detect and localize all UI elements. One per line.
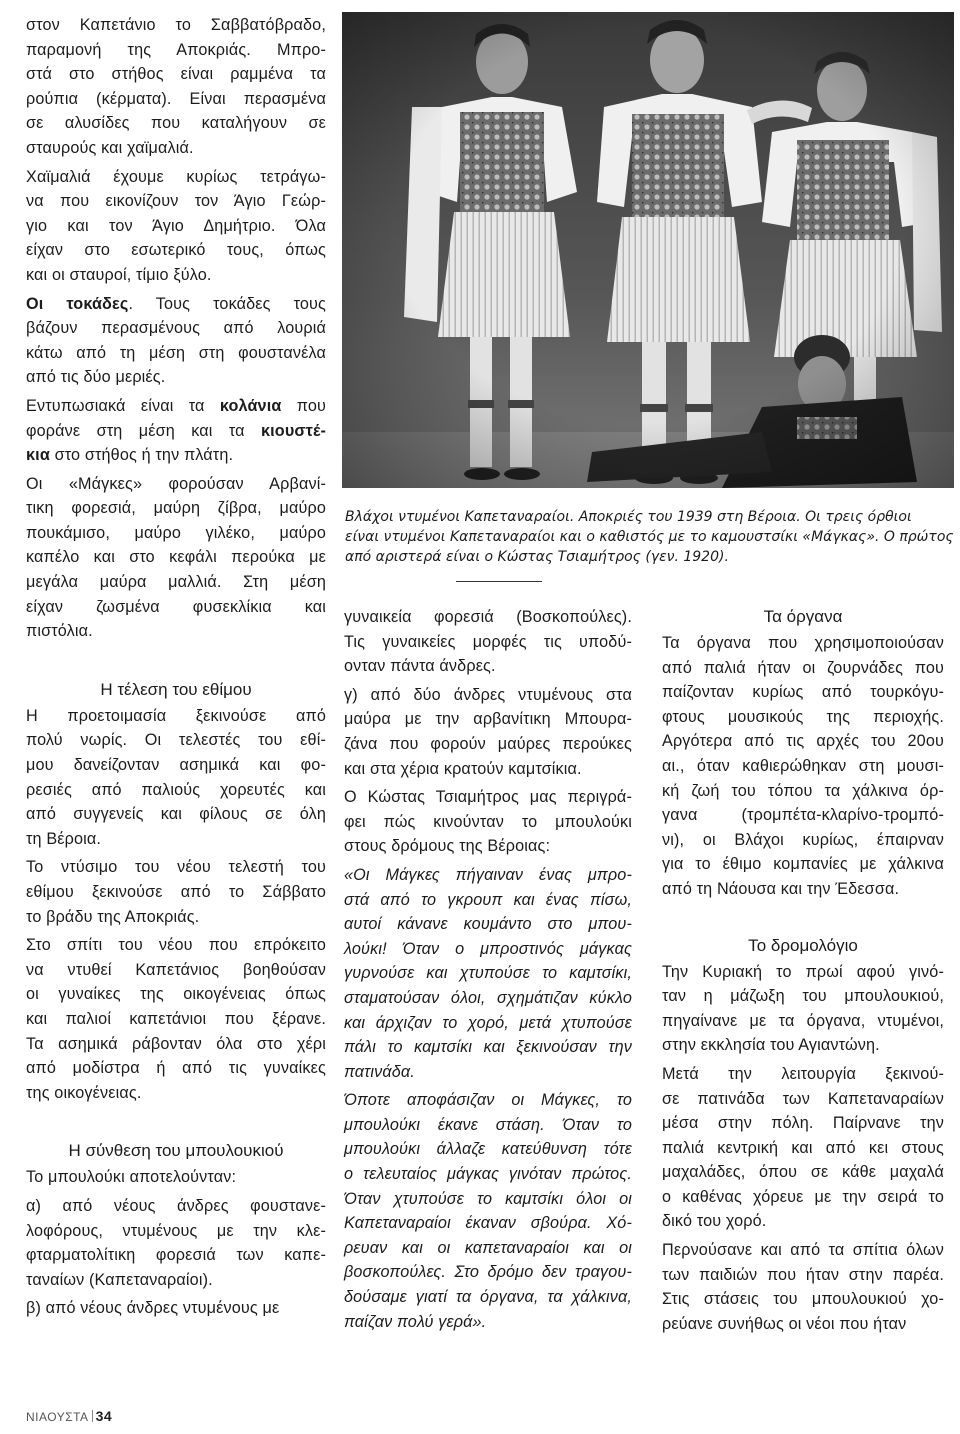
text-line: τη Βέροια. — [26, 829, 102, 848]
section-heading: Η σύνθεση του μπουλουκιού — [68, 1141, 284, 1161]
caption-line: Βλάχοι ντυμένοι Καπεταναραίοι. Αποκριές του 1939 στη Βέροια. Οι τρεις όρθιοι — [345, 509, 912, 525]
paragraph — [26, 165, 326, 288]
paragraph — [662, 960, 944, 1058]
text-line: κάτω από τη μέση στη φουστανέλα — [26, 343, 326, 362]
paragraph — [26, 1165, 326, 1190]
text-line: Τις γυναικείες μορφές τις υποδύ- — [344, 632, 632, 651]
text-line: πιστόλια. — [26, 622, 93, 641]
column-1 — [26, 13, 326, 1325]
paragraph — [26, 292, 326, 390]
text-line: της οικογένειας. — [26, 1083, 142, 1102]
text-line: Περνούσανε και από τα σπίτια όλων — [662, 1241, 944, 1260]
text-line: να που εικονίζουν τον Άγιο Γεώρ- — [26, 192, 326, 211]
text-line: ρούπια (κέρματα). Είναι περασμένα — [26, 89, 326, 108]
text-line: πολύ νωρίς. Οι τελεστές του εθί- — [26, 731, 326, 750]
text-line: των παιδιών που ήταν στην παρέα. — [662, 1265, 944, 1284]
text-line: μαχαλάδες, όπου σε κάθε μαχαλά — [662, 1163, 944, 1182]
text-line: μαύρα με την αρβανίτικη Μπουρα- — [344, 710, 632, 729]
text-line: σε πατινάδα των Καπεταναραίων — [662, 1089, 944, 1108]
footer-divider — [92, 1410, 93, 1422]
term-kolania: κολάνια — [219, 396, 282, 415]
text-line: πατινάδα. — [344, 1062, 415, 1081]
text: φοράνε στη μέση και τα — [26, 421, 261, 440]
text-line: γανα (τρομπέτα-κλαρίνο-τρομπό- — [662, 806, 944, 825]
paragraph — [26, 472, 326, 644]
text-line: ο καθένας χόρευε με την σειρά το — [662, 1187, 944, 1206]
paragraph — [662, 1238, 944, 1336]
text-line: ονταν πάντα άνδρες. — [344, 657, 496, 676]
text-line: Αργότερα από τις αρχές του 20ου — [662, 732, 944, 751]
text-line: Η προετοιμασία ξεκινούσε από — [26, 706, 326, 725]
page-number: 34 — [95, 1408, 113, 1424]
text-line: Καπεταναραίοι έκαναν σβούρα. Χό- — [344, 1214, 632, 1233]
text-line: Τα όργανα που χρησιμοποιούσαν — [662, 634, 944, 652]
page-footer — [26, 1408, 112, 1424]
text-line: είχαν ζωσμένα φυσεκλίκια και — [26, 597, 326, 616]
text-line: στά από το γκρουπ και ένας πίσω, — [344, 890, 632, 909]
text-line: ταναίων (Καπεταναραίοι). — [26, 1270, 213, 1289]
text-line: «Οι Μάγκες πήγαιναν ένας μπρο- — [344, 865, 632, 884]
text-line: λούκι! Όταν ο μπροστινός μάγκας — [344, 939, 632, 958]
text-line: ταν η μάζωξη του μπουλουκιού, — [662, 987, 944, 1006]
text: που — [281, 396, 326, 415]
text-line: κή ζωή του τόπου τα χάλκινα όρ- — [662, 781, 944, 800]
text: στο στήθος ή την πλάτη. — [49, 446, 234, 465]
text-line: στους δρόμους της Βέροιας: — [344, 837, 551, 856]
section-heading: Τα όργανα — [763, 607, 843, 626]
text-line: παίζονταν κυρίως από τουρκόγυ- — [662, 683, 944, 702]
text-line: σταυρούς και χαϊμαλιά. — [26, 138, 194, 157]
paragraph — [26, 1296, 326, 1321]
text-line: από τις δύο μεριές. — [26, 368, 166, 387]
text-line: γ) από δύο άνδρες ντυμένους στα — [344, 685, 632, 704]
text-line: στά στο στήθος είναι ραμμένα τα — [26, 65, 326, 84]
paragraph — [26, 394, 326, 468]
text-line: από παλιά ήταν οι ζουρνάδες που — [662, 658, 944, 677]
text-line: παίζαν πολύ γερά». — [344, 1312, 487, 1331]
text-line: βοσκοπούλες. Στο δρόμο δεν τραγου- — [344, 1263, 632, 1282]
column-2 — [344, 605, 632, 1338]
text-line: εθίμου ξεκινούσε από το Σάββατο — [26, 883, 326, 901]
text-line: σε αλυσίδες που καταλήγουν σε — [26, 114, 326, 133]
text-line: πουκάμισο, μαύρο γιλέκο, μαύρο — [26, 523, 326, 542]
text-line: καπέλο και στο κεφάλι περούκα με — [26, 548, 326, 567]
text-line: από συγγενείς και φίλους σε όλη — [26, 805, 326, 824]
text-line: από μοδίστρα ή από τις γυναίκες — [26, 1059, 326, 1078]
paragraph — [662, 631, 944, 902]
text-line: γυρνούσε και χτυπούσε το καμτσίκι, — [344, 964, 632, 983]
text-line: φτους μουσικούς της περιοχής. — [662, 707, 944, 726]
text-line: Χαϊμαλιά έχουμε κυρίως τετράγω- — [26, 167, 326, 186]
paragraph — [26, 13, 326, 161]
text-line: από τη Νάουσα και την Έδεσσα. — [662, 879, 900, 898]
text: . Τους τοκάδες τους — [128, 294, 326, 313]
text-line: πηγαίνανε με τα όργανα, ντυμένοι, — [662, 1011, 944, 1030]
text-line: Οι «Μάγκες» φορούσαν Αρβανί- — [26, 474, 326, 493]
text-line: Στις στάσεις του μπουλουκιού χο- — [662, 1290, 944, 1309]
text-line: Όταν χτυπούσε το καμτσίκι όλοι οι — [344, 1189, 632, 1208]
caption-line: είναι ντυμένοι Καπεταναραίοι και ο καθιστός με το καμουστσίκι «Μάγκας». Ο πρώτος — [345, 529, 954, 545]
section-heading: Η τέλεση του εθίμου — [100, 679, 252, 699]
text-line: φει πώς κινούνταν το μπουλούκι — [344, 812, 632, 831]
text-line: α) από νέους άνδρες φουστανε- — [26, 1196, 326, 1215]
magazine-name: ΝΙΑΟΥΣΤΑ — [26, 1410, 89, 1424]
column-3 — [662, 605, 944, 1340]
paragraph — [26, 1194, 326, 1292]
paragraph — [26, 855, 326, 929]
text-line: αυτοί κάνανε κουμάντο στο μπου- — [344, 915, 632, 934]
text-line: μπουλούκι άλλαζε κατεύθυνση τότε — [344, 1140, 632, 1159]
text-line: στην εκκλησία του Αγιαντώνη. — [662, 1036, 880, 1055]
text-line: β) από νέους άνδρες ντυμένους με — [26, 1299, 280, 1318]
text-line: ο τελευταίος μάγκας γινόταν πρώτος. — [344, 1165, 632, 1184]
paragraph — [662, 1062, 944, 1234]
text-line: τικη φορεσιά, μαύρη ζίβρα, μαύρο — [26, 499, 326, 518]
text-line: σταματούσαν όλοι, σχημάτιζαν κύκλο — [344, 988, 632, 1007]
text-line: για το έθιμο κομπανίες με χάλκινα — [662, 855, 944, 874]
caption-divider — [456, 581, 542, 582]
text-line: Στο σπίτι του νέου που επρόκειτο — [26, 936, 326, 955]
text-line: φταρματολίτικη φορεσιά των καπε- — [26, 1246, 326, 1265]
historical-photo — [342, 12, 954, 488]
text-line: Όποτε αποφάσιζαν οι Μάγκες, το — [344, 1091, 632, 1110]
term-tokades: Οι τοκάδες — [26, 294, 129, 313]
text-line: πάλι το καμτσίκι και ξεκινούσαν την — [344, 1038, 632, 1057]
text-line: μου δανείζονταν ασημικά και φο- — [26, 756, 326, 775]
text-line: μεγάλα μαύρα μαλλιά. Στη μέση — [26, 573, 326, 592]
text-line: βάζουν περασμένους από λουριά — [26, 319, 326, 338]
text-line: παραμονή της Αποκριάς. Μπρο- — [26, 40, 326, 59]
text-line: Το μπουλούκι αποτελούνταν: — [26, 1168, 237, 1187]
text-line: να ντυθεί Καπετάνιος βοηθούσαν — [26, 960, 326, 979]
quote-paragraph — [344, 863, 632, 1084]
paragraph — [26, 933, 326, 1105]
caption-line: από αριστερά είναι ο Κώστας Τσιαμήτρος (γεν. 1920). — [345, 549, 729, 565]
text-line: νι), οι Βλάχοι κυρίως, έπαιρναν — [662, 830, 944, 849]
text-line: Το ντύσιμο του νέου τελεστή του — [26, 858, 326, 877]
text-line: και άρχιζαν το χορό, μετά χτυπούσε — [344, 1013, 632, 1032]
text-line: δικό του χορό. — [662, 1212, 767, 1231]
text-line: στον Καπετάνιο το Σαββατόβραδο, — [26, 16, 326, 34]
text-line: ρεσιές από παλιούς χορευτές και — [26, 780, 326, 799]
section-heading: Το δρομολόγιο — [748, 935, 858, 955]
text-line: Μετά την λειτουργία ξεκινού- — [662, 1064, 944, 1083]
text-line: ρευαν και οι καπεταναραίοι και οι — [344, 1238, 632, 1257]
text-line: Ο Κώστας Τσιαμήτρος μας περιγρά- — [344, 788, 632, 807]
text-line: αι., όταν καθιερώθηκαν στη μουσι- — [662, 756, 944, 775]
vintage-photograph-icon — [342, 12, 954, 488]
text-line: λοφόρους, ντυμένους με την κλε- — [26, 1221, 326, 1240]
text-line: οι γυναίκες της οικογένειας όπως — [26, 985, 326, 1004]
paragraph — [344, 683, 632, 781]
text-line: το βράδυ της Αποκριάς. — [26, 907, 200, 926]
term-kioustekia: κιουστέ- — [260, 421, 326, 440]
text-line: και παλιοί καπετάνιοι που ξέρανε. — [26, 1009, 326, 1028]
text-line: Τα ασημικά ράβονταν όλα στο χέρι — [26, 1034, 326, 1053]
term-kioustekia-end: κια — [26, 446, 50, 465]
photo-caption — [345, 507, 954, 567]
text-line: και στα χέρια κρατούν καμτσίκια. — [344, 759, 582, 778]
paragraph — [344, 785, 632, 859]
text-line: γυναικεία φορεσιά (Βοσκοπούλες). — [344, 608, 632, 626]
text-line: και οι σταυροί, τίμιο ξύλο. — [26, 265, 212, 284]
text-line: μέσα στην πόλη. Παίρνανε την — [662, 1114, 944, 1133]
text-line: Την Κυριακή το πρωί αφού γινό- — [662, 962, 944, 981]
text-line: παλιά κεντρική και από κει στους — [662, 1138, 944, 1157]
paragraph — [26, 704, 326, 852]
text-line: ζάνα που φορούν μαύρες περούκες — [344, 734, 632, 753]
text-line: δούσαμε γιατί τα όργανα, τα χάλκινα, — [344, 1288, 632, 1307]
paragraph — [344, 605, 632, 679]
text-line: ρεύανε συνήθως οι νέοι που ήταν — [662, 1314, 907, 1333]
text-line: είχαν στο εσωτερικό τους, όπως — [26, 241, 326, 260]
quote-paragraph — [344, 1088, 632, 1334]
text-line: μπουλούκι έκανε στάση. Όταν το — [344, 1115, 632, 1134]
text: Εντυπωσιακά είναι τα — [26, 396, 220, 415]
text-line: γιο και τον Άγιο Δημήτριο. Όλα — [26, 216, 326, 235]
